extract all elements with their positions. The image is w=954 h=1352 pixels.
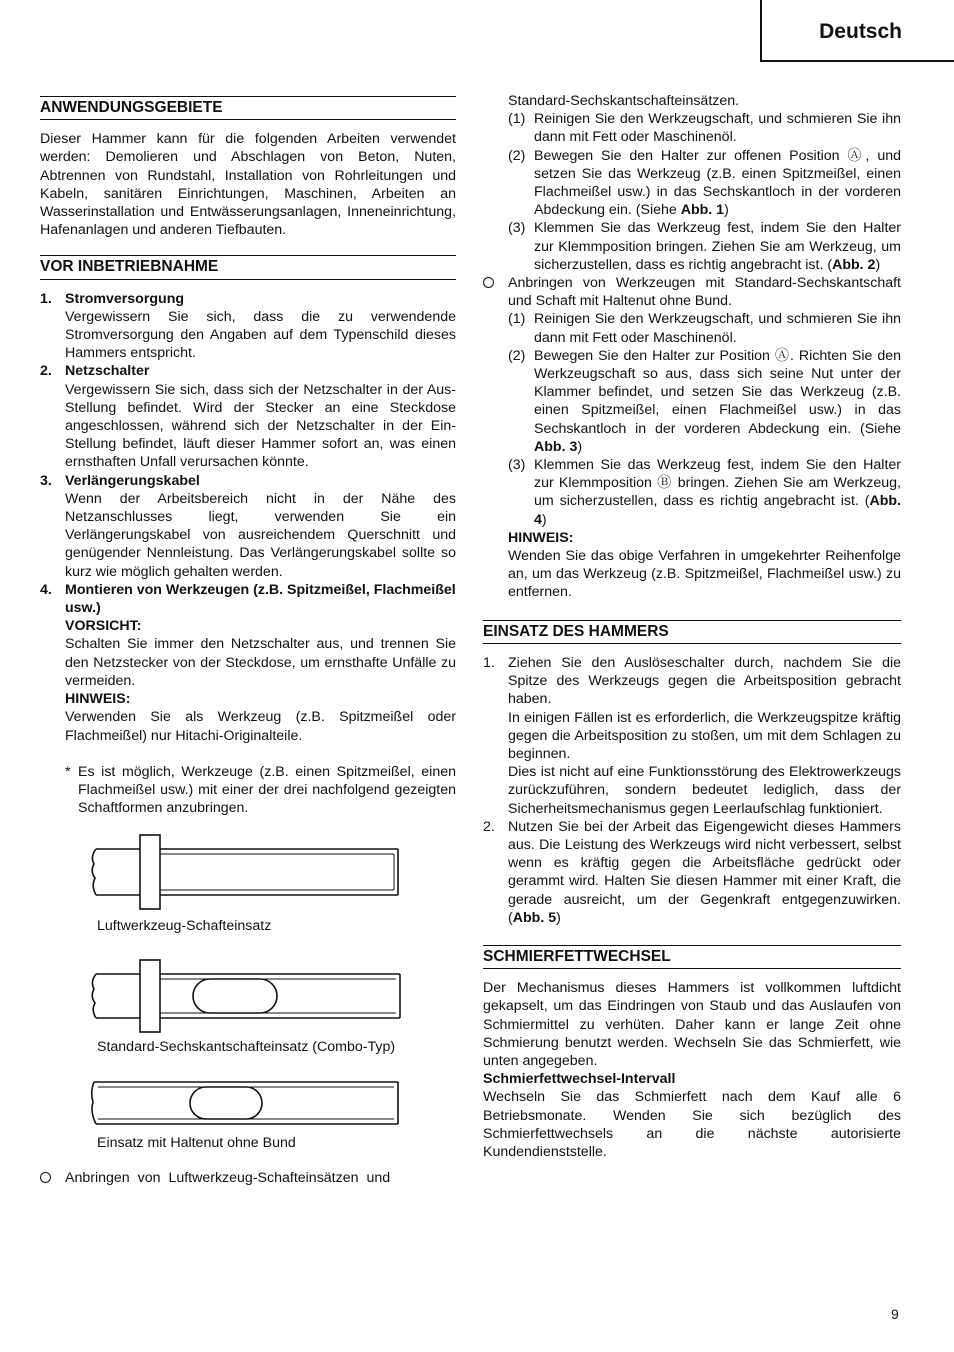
item-title: Stromversorgung	[65, 290, 185, 307]
bullet-hex-mounting: Anbringen von Werkzeugen mit Standard-Sechskantschaft und Schaft mit Haltenut ohne Bund.	[483, 274, 901, 310]
item-extension-cord: 3. Verlängerungskabel Wenn der Arbeitsbereich nicht in der Nähe des Netzanschlusses liegt, verwenden Sie ein Verlängerungskabel von ausreichendem Querschnitt und genügender Nennleistung. Das Verlängerungskabel sollte so kurz wie möglich gehalten werden.	[40, 472, 456, 580]
note-text: Wenden Sie das obige Verfahren in umgekehrter Reihenfolge an, um das Werkzeug (z.B. Spitzmeißel, Flachmeißel usw.) zu entfernen.	[508, 548, 901, 601]
heading-einsatz-des-hammers: EINSATZ DES HAMMERS	[483, 620, 901, 644]
note-label: HINWEIS:	[65, 691, 131, 708]
figure-ref: Abb. 1	[680, 202, 725, 219]
note-text: Verwenden Sie als Werkzeug (z.B. Spitzmeißel oder Flachmeißel) nur Hitachi-Originalteile.	[65, 709, 456, 744]
air-tool-shank-drawing	[90, 831, 402, 913]
left-column	[40, 96, 456, 1187]
step-b2: (2) Bewegen Sie den Halter zur Position Ⓐ. Richten Sie den Werkzeugschaft so aus, dass sich seine Nut unter der Klammer befindet, und setzen Sie das Werkzeug (z.B. einen Spitzmeißel, einen Flachmeißel usw.) in das Sechskantloch in der vorderen Abdeckung ein. (Siehe Abb. 3)	[508, 347, 901, 455]
grease-interval-text: Wechseln Sie das Schmierfett nach dem Kauf alle 6 Betriebsmonate. Wenden Sie sich bezüglich des Schmierfettwechsels an die nächste autorisierte Kundendienststelle.	[483, 1089, 901, 1160]
figure-ref: Abb. 5	[512, 909, 557, 926]
item-mounting-tools: 4. Montieren von Werkzeugen (z.B. Spitzmeißel, Flachmeißel usw.) VORSICHT: Schalten Sie immer den Netzschalter aus, und trennen Sie den Netzstecker von der Steckdose, um ernsthafte Unfälle zu vermeiden. HINWEIS: Verwenden Sie als Werkzeug (z.B. Spitzmeißel oder Flachmeißel) nur Hitachi-Originalteile.	[40, 581, 456, 744]
heading-anwendungsgebiete: ANWENDUNGSGEBIETE	[40, 96, 456, 120]
combo-hex-shank-drawing	[90, 958, 402, 1034]
step-a3: (3) Klemmen Sie das Werkzeug fest, indem Sie den Halter zur Klemmposition bringen. Ziehen Sie am Werkzeug, um sicherzustellen, dass es richtig angebracht ist. (Abb. 2)	[508, 220, 901, 273]
shank-note: * Es ist möglich, Werkzeuge (z.B. einen Spitzmeißel, einen Flachmeißel usw.) mit einer der drei nachfolgend gezeigten Schaftformen anzubringen.	[65, 763, 456, 817]
caption-air-tool-shank: Luftwerkzeug-Schafteinsatz	[97, 918, 272, 935]
language-tab	[760, 0, 954, 62]
usage-item-2: 2. Nutzen Sie bei der Arbeit das Eigengewicht dieses Hammers aus. Die Leistung des Werkzeugs wird nicht verbessert, selbst wenn es kräftig gegen die Arbeitsfläche gedrückt oder gerammt wird. Halten Sie diesen Hammer mit einer Kraft, die gerade ausreicht, um der Gegenkraft entgegenzuwirken. (Abb. 5)	[483, 818, 901, 926]
caption-collarless-shank: Einsatz mit Haltenut ohne Bund	[97, 1134, 296, 1151]
step-b1: (1) Reinigen Sie den Werkzeugschaft, und schmieren Sie ihn dann mit Fett oder Maschinenöl.	[508, 311, 901, 346]
continued-text: Standard-Sechskantschafteinsätzen.	[508, 93, 740, 109]
usage-item-1: 1. Ziehen Sie den Auslöseschalter durch, nachdem Sie die Spitze des Werkzeugs gegen die Arbeitsposition gebracht haben. In einigen Fällen ist es erforderlich, die Werkzeugspitze kräftig gegen die Arbeitsposition zu stoßen, um mit dem Schlagen zu beginnen. Dies ist nicht auf eine Funktionsstörung des Elektrowerkzeugs zurückzuführen, sondern bedeutet lediglich, dass der Sicherheitsmechanismus gegen Leerlaufschlag funktioniert.	[483, 654, 901, 817]
bullet-air-tool-mounting: Anbringen von Luftwerkzeug-Schafteinsätzen und	[40, 1169, 456, 1187]
circle-bullet-icon	[40, 1172, 51, 1183]
figure-ref: Abb. 2	[832, 256, 876, 273]
caption-combo-hex-shank: Standard-Sechskantschafteinsatz (Combo-Typ)	[97, 1038, 396, 1055]
note-label: HINWEIS:	[508, 529, 574, 546]
right-column	[483, 92, 901, 1161]
collarless-shank-drawing	[90, 1078, 402, 1130]
circle-bullet-icon	[483, 277, 494, 288]
step-b3: (3) Klemmen Sie das Werkzeug fest, indem Sie den Halter zur Klemmposition Ⓑ bringen. Ziehen Sie am Werkzeug, um sicherzustellen, dass es richtig angebracht ist. (Abb. 4)	[508, 457, 901, 528]
grease-interval-subheading: Schmierfettwechsel-Intervall	[483, 1071, 676, 1088]
figure-ref: Abb. 4	[534, 493, 901, 528]
grease-text: Der Mechanismus dieses Hammers ist vollkommen luftdicht gekapselt, um das Eindringen von Staub und das Auslaufen von Schmiermittel zu verhüten. Daher kann er lange Zeit ohne Schmierung benutzt werden. Wechseln Sie das Schmierfett, wie unten angegeben.	[483, 980, 901, 1069]
item-power-supply: 1. Stromversorgung Vergewissern Sie sich, dass die zu verwendende Stromversorgung den Angaben auf dem Typenschild dieses Hammers entspricht.	[40, 290, 456, 362]
heading-vor-inbetriebnahme: VOR INBETRIEBNAHME	[40, 255, 456, 279]
item-title: Verlängerungskabel	[65, 472, 200, 489]
step-a2: (2) Bewegen Sie den Halter zur offenen Position Ⓐ, und setzen Sie das Werkzeug (z.B. einen Spitzmeißel, einen Flachmeißel usw.) in das Sechskantloch in der vorderen Abdeckung ein. (Siehe Abb. 1)	[508, 147, 901, 219]
caution-text: Schalten Sie immer den Netzschalter aus, und trennen Sie den Netzstecker von der Steckdose, um ernsthafte Unfälle zu vermeiden.	[65, 636, 456, 689]
item-power-switch: 2. Netzschalter Vergewissern Sie sich, dass sich der Netzschalter in der Aus-Stellung befindet. Wird der Stecker an eine Steckdose angeschlossen, während sich der Netzschalter in der Ein-Stellung befindet, läuft dieser Hammer sofort an, was einen ernsthaften Unfall verursachen könnte.	[40, 363, 456, 471]
page-number: 9	[891, 1306, 899, 1322]
applications-text: Dieser Hammer kann für die folgenden Arbeiten verwendet werden: Demolieren und Abschlagen von Beton, Nuten, Abtrennen von Rundstahl, Installation von Rohrleitungen und Kabeln, sanitären Einrichtungen, Maschinen, Arbeiten an Wasserinstallation und Entwässerungsanlagen, Inneneinrichtung, Hafenanlagen und anderen Tiefbauten.	[40, 131, 456, 239]
heading-schmierfettwechsel: SCHMIERFETTWECHSEL	[483, 945, 901, 969]
step-a1: (1) Reinigen Sie den Werkzeugschaft, und schmieren Sie ihn dann mit Fett oder Maschinenöl.	[508, 111, 901, 146]
item-title: Netzschalter	[65, 363, 150, 380]
caution-label: VORSICHT:	[65, 618, 142, 635]
figure-ref: Abb. 3	[534, 438, 578, 455]
item-title: Montieren von Werkzeugen (z.B. Spitzmeißel, Flachmeißel usw.)	[65, 581, 456, 617]
language-label: Deutsch	[819, 20, 902, 43]
